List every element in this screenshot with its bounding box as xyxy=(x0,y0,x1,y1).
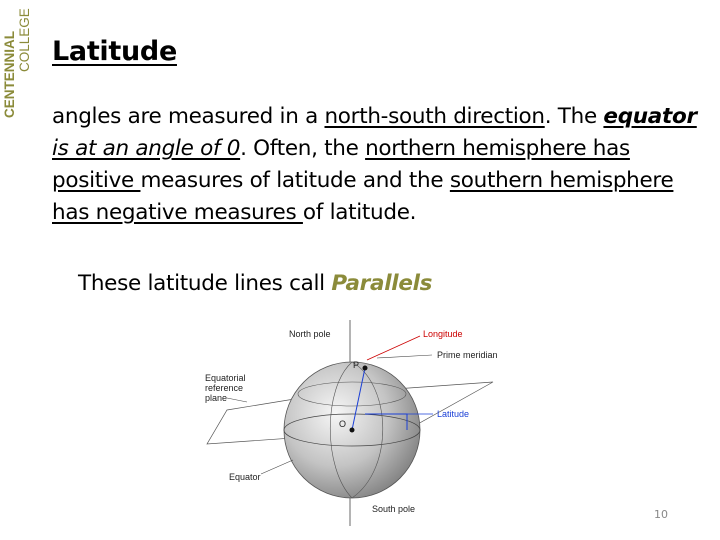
text-segment: . Often, the xyxy=(240,136,366,161)
label-equatorial-1: Equatorial xyxy=(205,373,246,383)
globe-diagram xyxy=(195,318,515,528)
prime-meridian-pointer xyxy=(377,355,432,358)
text-angle-zero: is at an angle of 0 xyxy=(52,136,241,161)
text-equator: equator xyxy=(603,104,697,129)
label-prime-meridian: Prime meridian xyxy=(437,350,498,360)
point-o xyxy=(350,428,355,433)
subtitle-text: These latitude lines call xyxy=(78,271,332,296)
text-southern-negative: southern hemisphere has negative measures xyxy=(52,168,674,225)
label-north-pole: North pole xyxy=(289,329,331,339)
logo-text-college: COLLEGE xyxy=(17,8,32,72)
label-equatorial-3: plane xyxy=(205,393,228,403)
label-longitude: Longitude xyxy=(423,329,463,339)
equatorial-pointer xyxy=(227,398,247,402)
parallels-statement xyxy=(78,271,432,296)
label-equator: Equator xyxy=(229,472,261,482)
label-latitude: Latitude xyxy=(437,409,470,419)
logo-text-centennial: CENTENNIAL xyxy=(2,31,17,118)
longitude-pointer xyxy=(367,336,420,360)
text-segment: of latitude. xyxy=(302,200,417,225)
equator-pointer xyxy=(261,460,293,474)
latitude-definition xyxy=(52,101,712,229)
label-equatorial-2: reference xyxy=(205,383,244,393)
label-south-pole: South pole xyxy=(372,504,416,514)
centennial-college-logo xyxy=(0,0,34,120)
label-o: O xyxy=(339,419,347,429)
text-segment: measures of latitude and the xyxy=(140,168,450,193)
point-p xyxy=(363,366,368,371)
text-north-south: north-south direction xyxy=(324,104,545,129)
page-number: 10 xyxy=(654,508,668,521)
text-northern-positive: northern hemisphere has positive xyxy=(52,136,630,193)
label-p: P xyxy=(353,360,360,370)
text-segment: . The xyxy=(544,104,604,129)
text-segment: angles are measured in a xyxy=(52,104,325,129)
slide-title: Latitude xyxy=(52,36,177,67)
parallels-term: Parallels xyxy=(331,271,433,296)
